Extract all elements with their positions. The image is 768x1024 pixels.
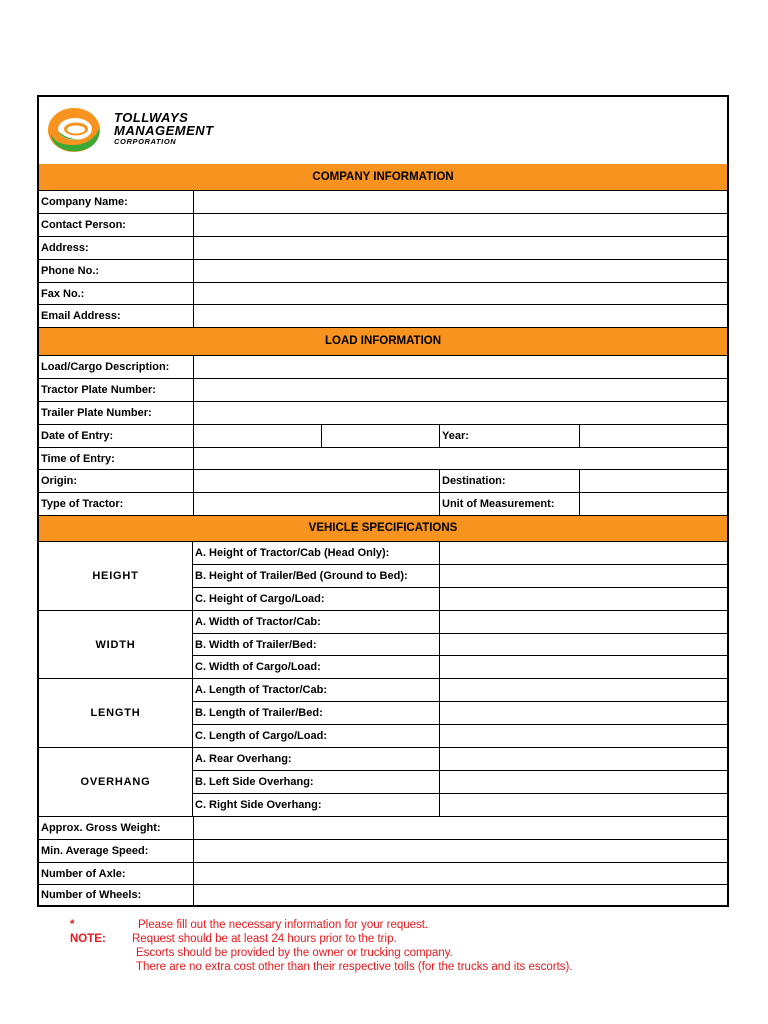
tractor-type-input[interactable]: [193, 493, 439, 515]
field-label: Destination:: [439, 470, 579, 492]
group-label-width: WIDTH: [39, 611, 193, 679]
spec-row: [193, 565, 727, 588]
field-label: Address:: [41, 242, 89, 254]
cargo-input[interactable]: [193, 356, 727, 378]
spec-label: B. Width of Trailer/Bed:: [195, 638, 317, 651]
field-label: Number of Axle:: [41, 867, 126, 880]
spec-label: C. Right Side Overhang:: [195, 799, 322, 811]
contact-person-input[interactable]: [193, 214, 727, 236]
field-label: Approx. Gross Weight:: [41, 822, 161, 834]
spec-row: [193, 634, 727, 656]
logo-header: [39, 97, 727, 165]
section-header-company: COMPANY INFORMATION: [39, 164, 727, 191]
spec-label: C. Length of Cargo/Load:: [195, 730, 327, 742]
wheels-input[interactable]: [193, 885, 727, 905]
fax-row: [39, 283, 727, 305]
group-label-length: LENGTH: [39, 679, 193, 748]
field-label: Contact Person:: [41, 219, 126, 231]
phone-row: [39, 260, 727, 283]
date-input[interactable]: [193, 425, 321, 447]
trailer-plate-row: [39, 402, 727, 425]
spec-input[interactable]: [439, 634, 727, 655]
field-label: Company Name:: [41, 196, 128, 208]
min-speed-input[interactable]: [193, 840, 727, 862]
field-label: Load/Cargo Description:: [41, 361, 170, 373]
spec-input[interactable]: [439, 794, 727, 816]
spec-label: C. Height of Cargo/Load:: [195, 593, 325, 605]
spec-row: [193, 725, 727, 748]
spec-row: [193, 748, 727, 771]
address-input[interactable]: [193, 237, 727, 259]
spec-row: [193, 679, 727, 702]
section-header-vehicle: VEHICLE SPECIFICATIONS: [39, 516, 727, 542]
spec-row: [193, 656, 727, 679]
axle-row: [39, 863, 727, 885]
cargo-row: [39, 356, 727, 379]
spec-input[interactable]: [439, 702, 727, 724]
spec-row: [193, 611, 727, 634]
note-line: Escorts should be provided by the owner or trucking company.: [136, 947, 453, 959]
note-line: There are no extra cost other than their respective tolls (for the trucks and its escorts).: [136, 961, 573, 973]
field-label: Fax No.:: [41, 287, 85, 300]
address-row: [39, 237, 727, 260]
unit-input[interactable]: [579, 493, 727, 515]
company-name-input[interactable]: [193, 191, 727, 213]
note-label: * NOTE:: [70, 919, 106, 945]
spec-input[interactable]: [439, 656, 727, 678]
spec-label: A. Height of Tractor/Cab (Head Only):: [195, 547, 390, 559]
spec-label: C. Width of Cargo/Load:: [195, 661, 321, 673]
note-line: Please fill out the necessary information for your request.: [138, 919, 429, 931]
field-label: Date of Entry:: [41, 430, 114, 442]
spec-row: [193, 794, 727, 817]
time-input[interactable]: [193, 448, 727, 469]
date-input-extra[interactable]: [321, 425, 439, 447]
gross-weight-input[interactable]: [193, 817, 727, 839]
field-label: Year:: [439, 425, 579, 447]
field-label: Min. Average Speed:: [41, 845, 149, 857]
spec-label: A. Width of Tractor/Cab:: [195, 616, 321, 628]
field-label: Origin:: [41, 475, 78, 487]
field-label: Phone No.:: [41, 265, 100, 277]
gross-weight-row: [39, 817, 727, 840]
contact-person-row: [39, 214, 727, 237]
field-label: Unit of Measurement:: [439, 493, 579, 515]
field-label: Number of Wheels:: [41, 889, 142, 901]
spec-input[interactable]: [439, 542, 727, 564]
section-header-load: LOAD INFORMATION: [39, 328, 727, 356]
logo-wordmark: [114, 111, 214, 147]
tollways-logo-icon: [45, 105, 103, 155]
spec-label: A. Length of Tractor/Cab:: [195, 684, 327, 696]
spec-row: [193, 702, 727, 725]
note-line: Request should be at least 24 hours prior to the trip.: [132, 933, 397, 945]
tractor-plate-row: [39, 379, 727, 402]
email-row: [39, 305, 727, 328]
spec-row: [193, 542, 727, 565]
field-label: Tractor Plate Number:: [41, 384, 156, 396]
time-row: [39, 448, 727, 470]
origin-input[interactable]: [193, 470, 439, 492]
email-input[interactable]: [193, 305, 727, 327]
spec-input[interactable]: [439, 588, 727, 610]
group-label-overhang: OVERHANG: [39, 748, 193, 817]
spec-label: A. Rear Overhang:: [195, 753, 292, 765]
destination-input[interactable]: [579, 470, 727, 492]
group-label-height: HEIGHT: [39, 542, 193, 611]
axle-input[interactable]: [193, 863, 727, 884]
field-label: Email Address:: [41, 310, 121, 322]
phone-input[interactable]: [193, 260, 727, 282]
spec-input[interactable]: [439, 771, 727, 793]
spec-input[interactable]: [439, 725, 727, 747]
spec-row: [193, 771, 727, 794]
date-row: [39, 425, 727, 448]
min-speed-row: [39, 840, 727, 863]
tractor-type-row: [39, 493, 727, 516]
field-label: Trailer Plate Number:: [41, 407, 152, 419]
tractor-plate-input[interactable]: [193, 379, 727, 401]
spec-input[interactable]: [439, 748, 727, 770]
field-label: Type of Tractor:: [41, 498, 124, 510]
logo-line-3: CORPORATION: [114, 137, 177, 146]
logo-line-1: TOLLWAYS: [114, 110, 189, 125]
spec-input[interactable]: [439, 679, 727, 701]
spec-input[interactable]: [439, 611, 727, 633]
origin-row: [39, 470, 727, 493]
spec-label: B. Length of Trailer/Bed:: [195, 707, 323, 719]
permit-form: [37, 95, 729, 907]
spec-input[interactable]: [439, 565, 727, 587]
trailer-plate-input[interactable]: [193, 402, 727, 424]
company-name-row: [39, 191, 727, 214]
year-input[interactable]: [579, 425, 727, 447]
wheels-row: [39, 885, 727, 905]
spec-row: [193, 588, 727, 611]
fax-input[interactable]: [193, 283, 727, 304]
spec-label: B. Left Side Overhang:: [195, 776, 314, 788]
field-label: Time of Entry:: [41, 452, 115, 465]
spec-label: B. Height of Trailer/Bed (Ground to Bed):: [195, 570, 408, 582]
logo-line-2: MANAGEMENT: [114, 123, 214, 138]
